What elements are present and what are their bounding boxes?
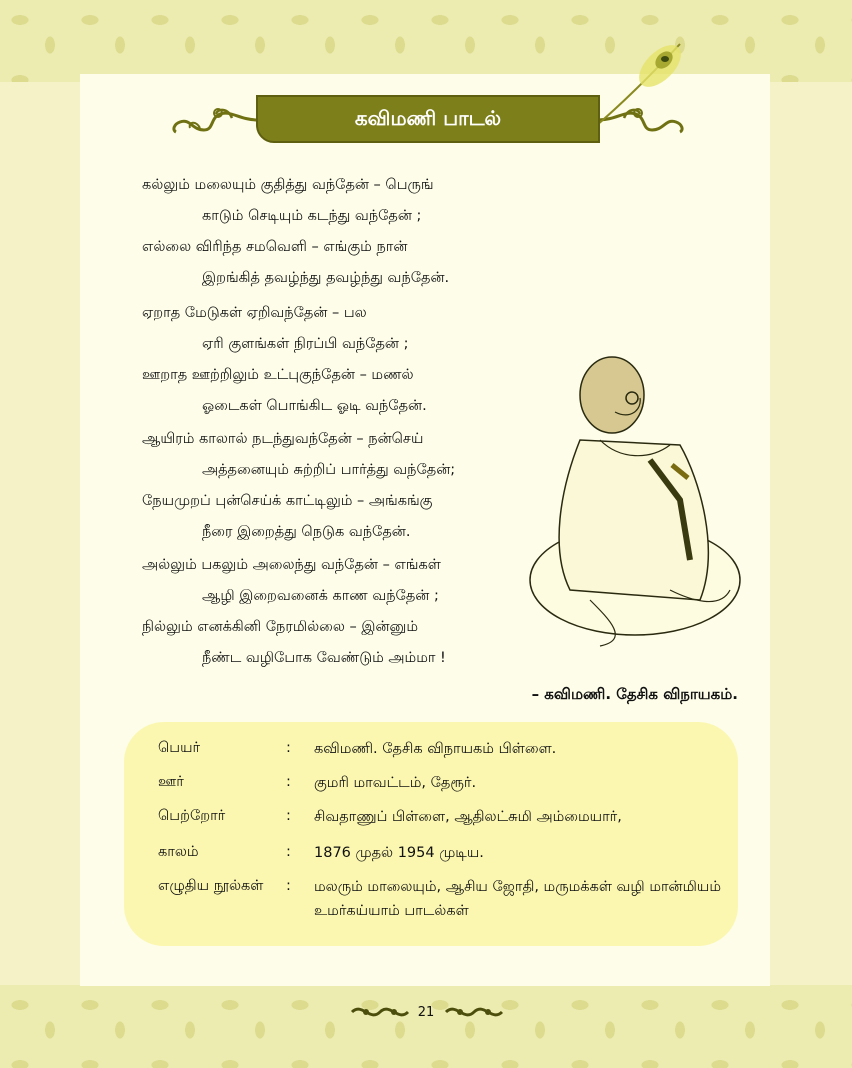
poem-line: ஏரி குளங்கள் நிரப்பி வந்தேன் ;: [202, 336, 409, 352]
info-row: [158, 878, 724, 923]
info-colon: :: [286, 844, 291, 860]
poem-line: நீரை இறைத்து நெடுக வந்தேன்.: [202, 524, 411, 540]
stanza: [142, 430, 522, 556]
info-row: [158, 844, 724, 865]
info-colon: :: [286, 808, 291, 824]
info-row: [158, 774, 724, 795]
info-value: கவிமணி. தேசிக விநாயகம் பிள்ளை.: [314, 741, 557, 757]
top-decorative-band: [0, 0, 852, 82]
poet-illustration: [520, 350, 750, 650]
poem-line: அல்லும் பகலும் அலைந்து வந்தேன் – எங்கள்: [142, 557, 441, 573]
page-number: 21: [417, 1005, 435, 1020]
poem: [142, 176, 522, 680]
info-label: பெயர்: [158, 740, 201, 756]
poem-line: ஆயிரம் காலால் நடந்துவந்தேன் – நன்செய்: [142, 431, 424, 447]
poem-line: இறங்கித் தவழ்ந்து தவழ்ந்து வந்தேன்.: [202, 270, 450, 286]
poem-line: அத்தனையும் சுற்றிப் பார்த்து வந்தேன்;: [202, 462, 456, 478]
bottom-decorative-band: [0, 985, 852, 1068]
info-value: குமரி மாவட்டம், தேரூர்.: [314, 775, 477, 791]
info-colon: :: [286, 774, 291, 790]
title-banner: [256, 95, 600, 143]
info-label: ஊர்: [158, 774, 184, 790]
stanza: [142, 556, 522, 680]
poem-line: நேயமுறப் புன்செய்க் காட்டிலும் – அங்கங்கு: [142, 493, 433, 509]
poem-line: நில்லும் எனக்கினி நேரமில்லை – இன்னும்: [142, 619, 419, 635]
stanza: [142, 304, 522, 430]
info-label: எழுதிய நூல்கள்: [158, 878, 264, 894]
info-label: பெற்றோர்: [158, 808, 226, 824]
poem-line: ஓடைகள் பொங்கிட ஓடி வந்தேன்.: [202, 398, 427, 414]
info-colon: :: [286, 740, 291, 756]
poem-line: காடும் செடியும் கடந்து வந்தேன் ;: [202, 208, 422, 224]
poem-line: ஊறாத ஊற்றிலும் உட்புகுந்தேன் – மணல்: [142, 367, 414, 383]
page-title: கவிமணி பாடல்: [354, 105, 502, 130]
poem-line: நீண்ட வழிபோக வேண்டும் அம்மா !: [202, 650, 446, 666]
author-attribution: – கவிமணி. தேசிக விநாயகம்.: [531, 685, 738, 703]
poet-info-box: [124, 722, 738, 946]
poem-line: ஏறாத மேடுகள் ஏறிவந்தேன் – பல: [142, 305, 367, 321]
poem-line: ஆழி இறைவனைக் காண வந்தேன் ;: [202, 588, 439, 604]
poem-line: எல்லை விரிந்த சமவெளி – எங்கும் நான்: [142, 239, 408, 255]
poem-line: கல்லும் மலையும் குதித்து வந்தேன் – பெருங்: [142, 177, 434, 193]
info-value: சிவதாணுப் பிள்ளை, ஆதிலட்சுமி அம்மையார்,: [314, 809, 622, 825]
info-colon: :: [286, 878, 291, 894]
info-row: [158, 740, 724, 761]
info-row: [158, 808, 724, 829]
info-value: 1876 முதல் 1954 முடிய.: [314, 845, 484, 861]
left-flourish-ornament: [170, 100, 260, 140]
info-label: காலம்: [158, 844, 199, 860]
footer-ornament-right: [444, 1000, 504, 1024]
stanza: [142, 176, 522, 304]
info-value: மலரும் மாலையும், ஆசிய ஜோதி, மருமக்கள் வழி மான்மியம் உமர்கய்யாம் பாடல்கள்: [314, 879, 721, 919]
